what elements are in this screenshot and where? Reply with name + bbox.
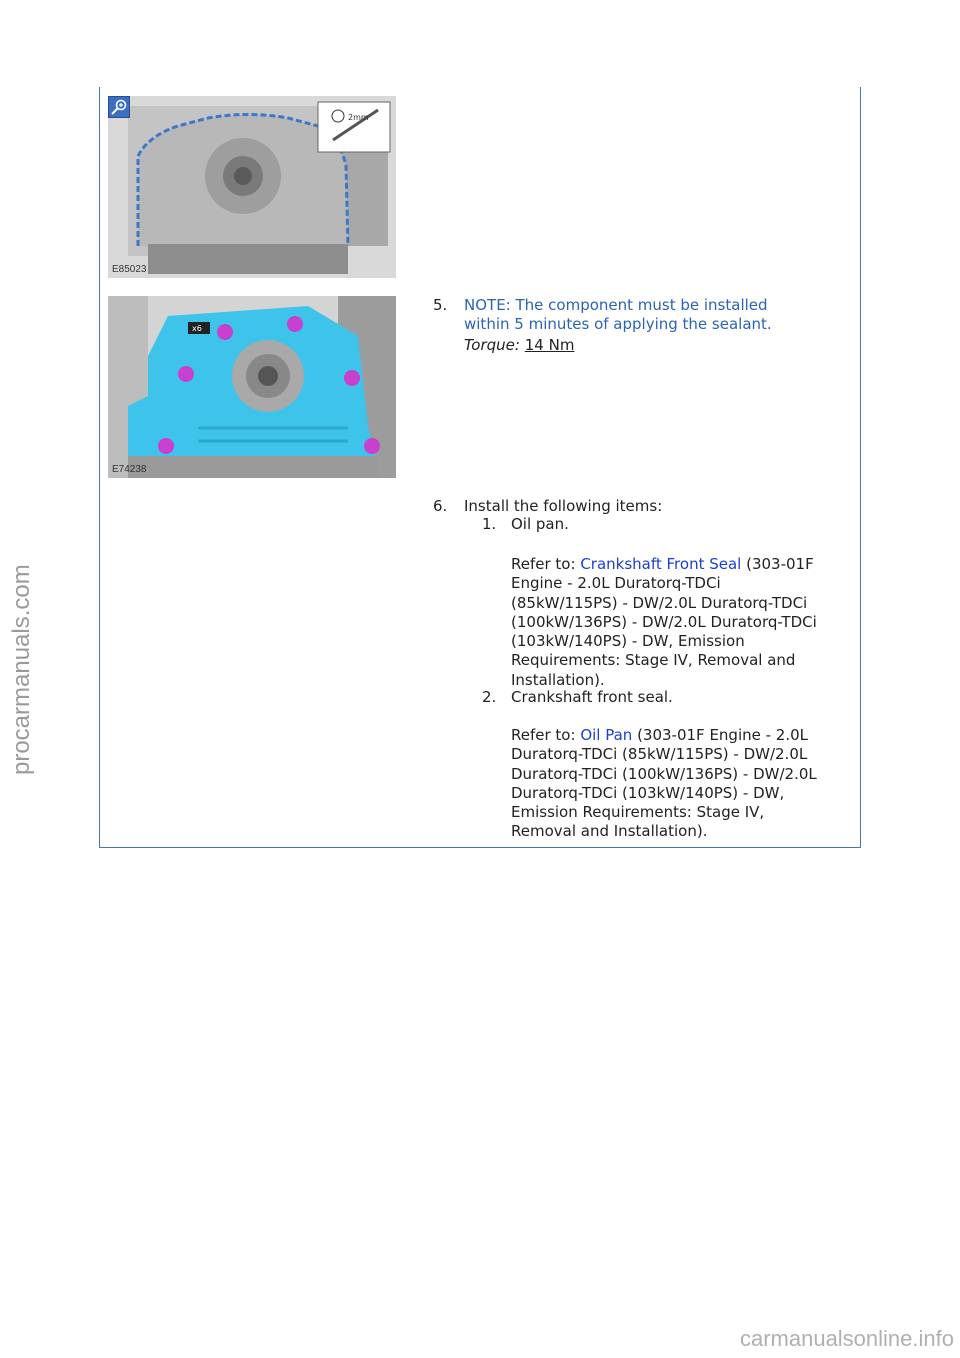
refer-line: Installation). <box>511 670 605 689</box>
refer-line: Duratorq-TDCi (103kW/140PS) - DW, <box>511 783 785 802</box>
refer-line: Emission Requirements: Stage IV, <box>511 803 765 822</box>
bottom-watermark: carmanualsonline.info <box>739 1326 954 1351</box>
refer-line: (100kW/136PS) - DW/2.0L Duratorq-TDCi <box>511 612 817 631</box>
refer-prefix: Refer to: <box>511 726 581 744</box>
refer-line: Requirements: Stage IV, Removal and <box>511 651 796 670</box>
refer-rest: (303-01F <box>741 555 814 573</box>
refer-line: Duratorq-TDCi (85kW/115PS) - DW/2.0L <box>511 745 808 764</box>
refer-rest: (303-01F Engine - 2.0L <box>632 726 809 744</box>
refer-line: Engine - 2.0L Duratorq-TDCi <box>511 574 721 593</box>
refer-line: Duratorq-TDCi (100kW/136PS) - DW/2.0L <box>511 764 817 783</box>
image-code: E74238 <box>112 464 147 475</box>
step-number: 6. <box>433 497 448 515</box>
engine-component-drawing <box>108 296 396 478</box>
magnifier-icon <box>109 97 129 117</box>
refer-prefix: Refer to: <box>511 555 581 573</box>
refer-line: Removal and Installation). <box>511 822 708 841</box>
step-number: 5. <box>433 296 448 314</box>
component-illustration <box>108 296 396 478</box>
torque-label: Torque: <box>464 336 520 354</box>
sub-item-number: 2. <box>482 688 497 706</box>
torque-value: 14 Nm <box>524 336 575 354</box>
step-5 <box>433 296 853 356</box>
note-line: within 5 minutes of applying the sealant. <box>464 315 772 333</box>
refer-line <box>511 726 851 745</box>
sealant-illustration <box>108 96 396 278</box>
step-6 <box>433 497 853 517</box>
bolt-count-badge: x6 <box>192 324 202 333</box>
refer-paragraph <box>511 555 851 690</box>
zoom-icon[interactable] <box>108 96 130 118</box>
image-code: E85023 <box>112 264 147 275</box>
note-line: NOTE: The component must be installed <box>464 296 768 314</box>
engine-sealant-drawing <box>108 96 396 278</box>
sub-item-label: Crankshaft front seal. <box>511 688 673 706</box>
refer-paragraph <box>511 726 851 842</box>
refer-line: (103kW/140PS) - DW, Emission <box>511 632 745 651</box>
refer-line: (85kW/115PS) - DW/2.0L Duratorq-TDCi <box>511 593 808 612</box>
bead-size-label: 2mm <box>348 113 369 122</box>
side-watermark: procarmanuals.com <box>8 564 35 775</box>
sub-item-label: Oil pan. <box>511 515 569 533</box>
step-title: Install the following items: <box>464 497 663 515</box>
refer-line <box>511 555 851 574</box>
crankshaft-front-seal-link[interactable]: Crankshaft Front Seal <box>580 555 742 573</box>
oil-pan-link[interactable]: Oil Pan <box>580 726 633 744</box>
step-body <box>464 296 772 355</box>
torque-spec <box>464 336 772 355</box>
sub-item-number: 1. <box>482 515 497 533</box>
